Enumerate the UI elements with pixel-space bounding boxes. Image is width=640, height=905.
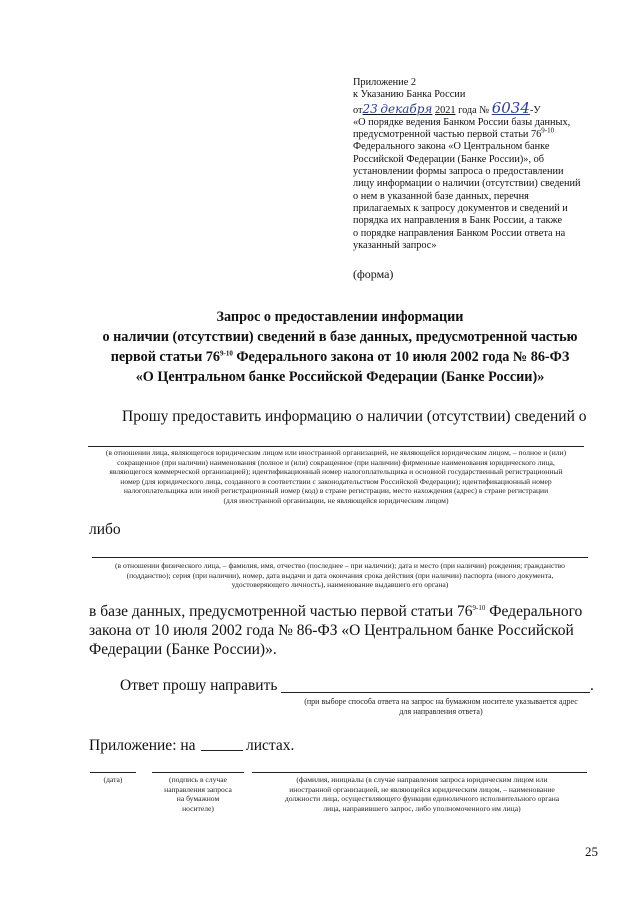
legal-note-6: (для иностранной организации, не являющейся юридическим лицом) bbox=[223, 495, 449, 505]
signature-caption-2: направления запроса bbox=[164, 784, 232, 794]
individual-note-3: удостоверяющего личность), наименование выдавшего его органа) bbox=[231, 580, 449, 590]
order-number-suffix: -У bbox=[529, 104, 541, 116]
appendix-desc-10: о порядке направления Банком России ответа на bbox=[353, 227, 566, 239]
date-handwritten bbox=[362, 101, 433, 116]
date-suffix: года № bbox=[458, 104, 490, 116]
database-line1-a: в базе данных, предусмотренной частью первой статьи 76 bbox=[89, 603, 473, 620]
order-number: 6034 bbox=[491, 98, 530, 117]
legal-note-1: (в отношении лица, являющегося юридическим лицом или иностранной организацией, не являющейся юридическим лицом, – полное и (или) bbox=[105, 448, 567, 457]
signature-caption-3: на бумажном bbox=[176, 794, 220, 804]
title-line3 bbox=[70, 347, 610, 367]
appendix-header bbox=[353, 77, 603, 252]
legal-entity-note bbox=[82, 448, 590, 506]
signature-caption-1: (подпись в случае bbox=[169, 775, 227, 784]
database-sup: 9-10 bbox=[472, 603, 486, 612]
signature-caption-4: носителе) bbox=[182, 803, 214, 813]
name-caption bbox=[252, 775, 592, 813]
date-prefix: от bbox=[353, 104, 363, 116]
appendix-desc-3: Федерального закона «О Центральном банке bbox=[353, 141, 550, 153]
name-caption-3: должности лица, осуществляющего функции единоличного исполнительного органа bbox=[284, 794, 560, 804]
database-line1 bbox=[89, 602, 604, 621]
date-month: декабря bbox=[380, 101, 433, 116]
title-line2: о наличии (отсутствии) сведений в базе данных, предусмотренной частью bbox=[102, 329, 578, 345]
reply-note bbox=[282, 697, 600, 716]
name-field[interactable] bbox=[252, 772, 587, 773]
title-line4: «О Центральном банке Российской Федерации (Банке России)» bbox=[135, 369, 545, 385]
title-line3-a: первой статьи 76 bbox=[110, 349, 220, 365]
database-line3: Федерации (Банке России)». bbox=[89, 641, 277, 658]
attachment-label: Приложение: на bbox=[89, 737, 196, 754]
or-label: либо bbox=[89, 521, 121, 538]
individual-field[interactable] bbox=[92, 557, 588, 558]
reply-address-field[interactable] bbox=[281, 692, 590, 693]
signature-field[interactable] bbox=[152, 772, 244, 773]
database-paragraph bbox=[89, 602, 604, 659]
title-sup: 9-10 bbox=[219, 349, 233, 358]
title-line1: Запрос о предоставлении информации bbox=[216, 309, 464, 325]
appendix-desc-5: установлении формы запроса о предоставлении bbox=[353, 166, 564, 178]
name-caption-1: (фамилия, инициалы (в случае направления запроса юридическим лицом или bbox=[296, 775, 548, 784]
legal-note-2: сокращенное (при наличии) наименования (полное и (или) сокращенное (при наличии) фирменные наименования юридического лица, bbox=[117, 457, 555, 467]
signature-caption bbox=[148, 775, 248, 813]
date-year: 2021 bbox=[434, 104, 456, 116]
individual-note-1: (в отношении физического лица, – фамилия, имя, отчество (последнее – при наличии); дата и место (при наличии) рождения; гражданство bbox=[115, 561, 565, 570]
individual-note bbox=[82, 561, 598, 590]
attachment-sheets: листах. bbox=[246, 737, 295, 754]
attachment-sheets-field[interactable] bbox=[201, 750, 243, 751]
form-label: (форма) bbox=[353, 267, 394, 281]
reply-label: Ответ прошу направить bbox=[120, 677, 278, 694]
date-field[interactable] bbox=[90, 772, 136, 773]
individual-note-2: (подданство); серия (при наличии), номер, дата выдачи и дата окончания срока действия (при наличии) паспорта (иного документа, bbox=[126, 570, 554, 580]
appendix-desc-1: «О порядке ведения Банком России базы данных, bbox=[353, 116, 571, 128]
name-caption-2: иностранной организацией, не являющейся юридическим лицом, – наименование bbox=[289, 784, 555, 794]
date-day: 23 bbox=[362, 101, 378, 116]
database-line2: закона от 10 июля 2002 года № 86-ФЗ «О Центральном банке Российской bbox=[89, 622, 574, 639]
appendix-date-line bbox=[353, 98, 603, 117]
legal-note-4: номер (для юридического лица, созданного в соответствии с законодательством Российской Федерации); идентификационный номер bbox=[120, 476, 552, 486]
legal-entity-field[interactable] bbox=[88, 446, 584, 447]
appendix-desc-4: Российской Федерации (Банке России)», об bbox=[353, 153, 544, 165]
page-number: 25 bbox=[585, 844, 598, 859]
reply-end: . bbox=[590, 677, 594, 694]
legal-note-5: налогоплательщика или иной регистрационный номер (код) в стране регистрации, место нахождения (адрес) в стране регистрации bbox=[123, 486, 549, 496]
appendix-desc-6: лицу информации о наличии (отсутствии) сведений bbox=[353, 178, 581, 190]
database-line1-b: Федерального bbox=[485, 603, 583, 620]
appendix-line1: Приложение 2 bbox=[353, 77, 416, 88]
document-title bbox=[70, 307, 610, 387]
name-caption-4: лица, направившего запрос, либо уполномоченного им лица) bbox=[323, 803, 521, 813]
reply-note-1: (при выборе способа ответа на запрос на бумажном носителе указывается адрес bbox=[304, 697, 578, 706]
appendix-desc-2 bbox=[353, 126, 603, 141]
request-lead: Прошу предоставить информацию о наличии (отсутствии) сведений о bbox=[122, 408, 587, 425]
title-line3-b: Федерального закона от 10 июля 2002 года № 86-ФЗ bbox=[232, 349, 570, 365]
legal-note-3: являющегося коммерческой организацией); идентификационный номер налогоплательщика и основной государственный регистрационный bbox=[109, 467, 563, 477]
appendix-desc-11: указанный запрос» bbox=[353, 239, 437, 251]
date-caption: (дата) bbox=[103, 775, 123, 784]
appendix-desc-2-text: предусмотренной частью первой статьи 76 bbox=[353, 129, 542, 141]
appendix-article-sup: 9-10 bbox=[541, 126, 555, 135]
appendix-line2: к Указанию Банка России bbox=[353, 89, 466, 101]
appendix-desc-9: порядка их направления в Банк России, а также bbox=[353, 215, 563, 227]
appendix-desc-8: прилагаемых к запросу документов и сведений и bbox=[353, 202, 568, 214]
appendix-desc-7: о нем в указанной базе данных, перечня bbox=[353, 190, 529, 202]
reply-note-2: для направления ответа) bbox=[399, 706, 483, 716]
